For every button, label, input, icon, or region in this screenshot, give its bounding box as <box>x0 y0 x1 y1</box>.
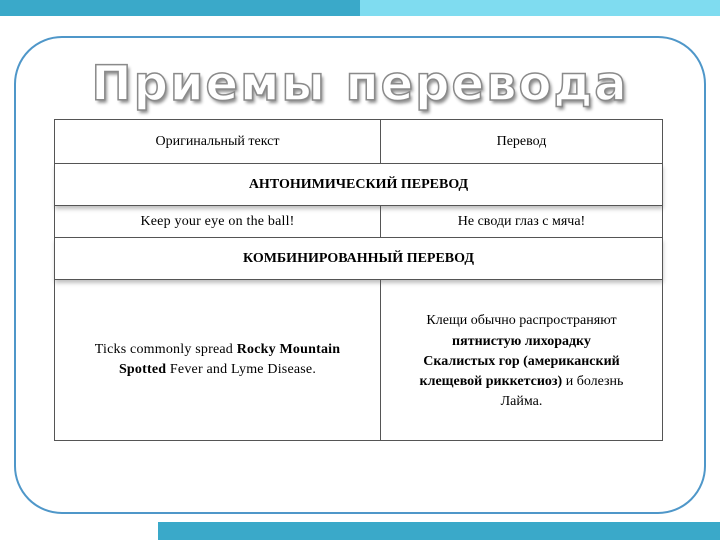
bottom-accent-bar <box>158 522 720 540</box>
original-text-part1: Ticks commonly spread <box>94 341 237 357</box>
example-row-antonymic <box>55 206 663 238</box>
bottom-bar-spacer <box>0 522 158 540</box>
translation-bold-1: пятнистую лихорадку <box>452 333 591 349</box>
translation-bold-2: Скалистых гор (американский <box>423 353 620 369</box>
translation-line1: Клещи обычно распространяют <box>426 313 617 329</box>
header-translation: Перевод <box>381 120 663 164</box>
slide-title: Приемы перевода <box>91 56 629 112</box>
header-original: Оригинальный текст <box>55 120 381 164</box>
top-accent-bar-light <box>360 0 720 16</box>
section-row-combined <box>55 238 663 280</box>
section-heading-antonymic: АНТОНИМИЧЕСКИЙ ПЕРЕВОД <box>55 164 663 206</box>
example-translation-antonymic: Не своди глаз с мяча! <box>381 206 663 238</box>
translation-bold-3: клещевой риккетсиоз) <box>419 374 563 390</box>
example-original-combined <box>55 280 381 441</box>
original-text-part2: Fever and Lyme Disease. <box>166 362 317 377</box>
table-header-row <box>55 120 663 164</box>
example-translation-combined <box>381 280 663 441</box>
translation-table <box>54 119 663 441</box>
original-bold-2: Spotted <box>118 362 167 377</box>
example-original-antonymic: Keep your eye on the ball! <box>55 206 381 238</box>
original-bold-1: Rocky Mountain <box>236 341 341 357</box>
example-row-combined <box>55 280 663 441</box>
section-heading-combined: КОМБИНИРОВАННЫЙ ПЕРЕВОД <box>55 238 663 280</box>
translation-line2: и болезнь <box>562 374 624 390</box>
top-accent-bar-dark <box>0 0 360 16</box>
translation-line3: Лайма. <box>500 394 543 410</box>
section-row-antonymic <box>55 164 663 206</box>
